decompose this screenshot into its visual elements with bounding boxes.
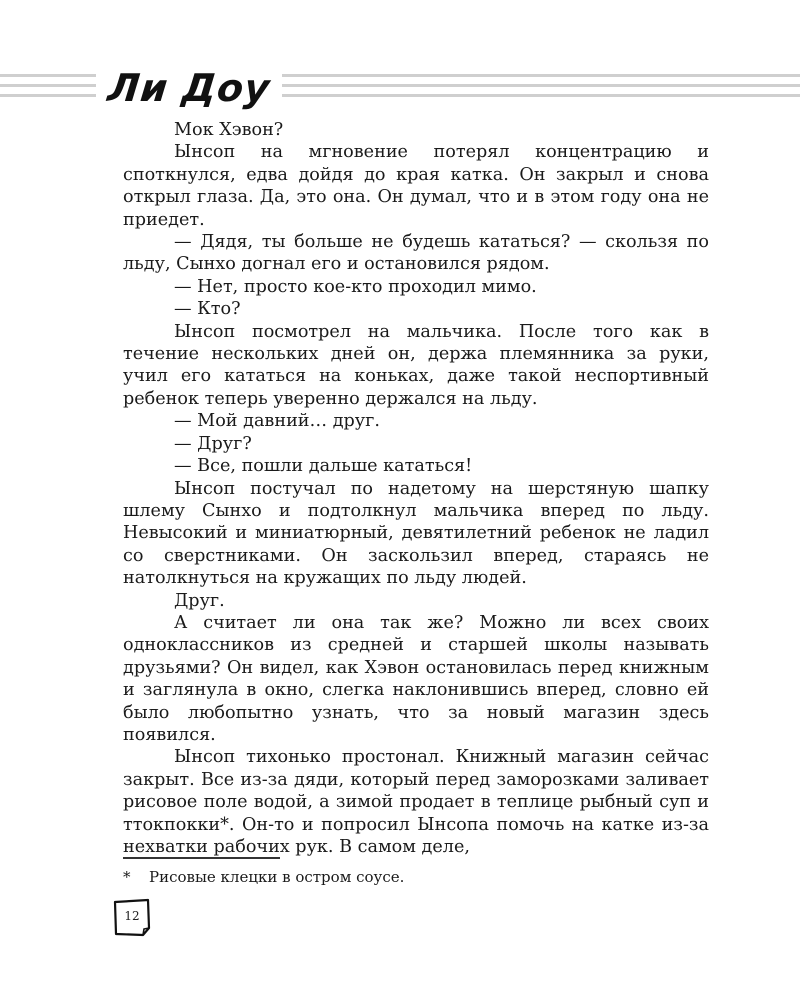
body-text: [123, 119, 709, 858]
paragraph: Ынсоп посмотрел на мальчика. После того как в течение нескольких дней он, держа племянника за руки, учил его кататься на коньках, даже такой неспортивный ребенок теперь уверенно держался на льду.: [123, 321, 709, 409]
paragraph: А считает ли она так же? Можно ли всех своих одноклассников из средней и старшей школы называть друзьями? Он видел, как Хэвон остановилась перед книжным и заглянула в окно, слегка наклонившись вперед, словно ей было любопытно узнать, что за новый магазин здесь появился.: [123, 612, 709, 745]
page-number: 12: [124, 909, 140, 923]
footnote-rule: [123, 857, 280, 859]
paragraph: Друг.: [174, 590, 225, 611]
paragraph: Ынсоп постучал по надетому на шерстяную шапку шлему Сынхо и подтолкнул мальчика вперед по льду. Невысокий и миниатюрный, девятилетний ребенок не ладил со сверстниками. Он заскользил вперед, стараясь не натолкнуться на кружащих по льду людей.: [123, 478, 709, 589]
paragraph: Мок Хэвон?: [174, 120, 284, 140]
running-header: [96, 66, 282, 110]
footnote-mark: *: [123, 868, 131, 886]
page-number-badge: [112, 898, 152, 938]
paragraph: — Все, пошли дальше кататься!: [174, 456, 473, 477]
author-name: Ли Доу: [105, 66, 273, 110]
paragraph: Ынсоп на мгновение потерял концентрацию и споткнулся, едва дойдя до края катка. Он закрыл и снова открыл глаза. Да, это она. Он думал, что и в этом году она не приедет.: [123, 142, 709, 230]
paragraph: — Дядя, ты больше не будешь кататься? — скользя по льду, Сынхо догнал его и остановился рядом.: [123, 232, 709, 275]
paragraph: — Нет, просто кое-кто проходил мимо.: [174, 276, 537, 297]
footnote: [123, 867, 709, 887]
footnote-text: Рисовые клецки в остром соусе.: [149, 868, 405, 886]
paragraph: — Мой давний… друг.: [174, 411, 380, 432]
paragraph: Ынсоп тихонько простонал. Книжный магазин сейчас закрыт. Все из-за дяди, который перед заморозками заливает рисовое поле водой, а зимой продает в теплице рыбный суп и ттокпокки*. Он-то и попросил Ынсопа помочь на катке из-за нехватки рабочих рук. В самом деле,: [123, 747, 709, 857]
paragraph: — Кто?: [174, 299, 241, 320]
paragraph: — Друг?: [174, 433, 252, 454]
